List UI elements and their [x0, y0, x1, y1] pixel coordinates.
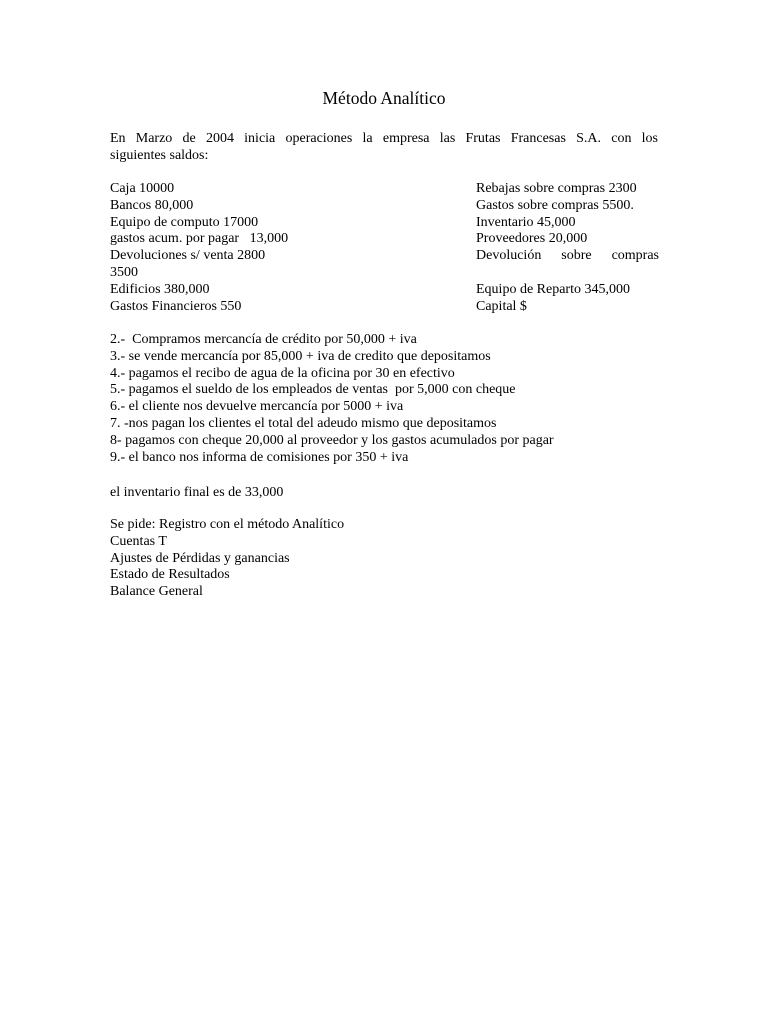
balance-item: Equipo de Reparto 345,000 — [476, 281, 630, 297]
balance-item: Gastos Financieros 550 — [110, 298, 242, 314]
operation-item: 4.- pagamos el recibo de agua de la oficina por 30 en efectivo — [110, 365, 455, 381]
devolucion-word: compras — [611, 248, 659, 264]
requirement-item: Balance General — [110, 584, 203, 600]
balance-item: Bancos 80,000 — [110, 197, 194, 213]
document-title: Método Analítico — [322, 88, 446, 108]
balance-item: Rebajas sobre compras 2300 — [476, 181, 637, 196]
operation-item: 3.- se vende mercancía por 85,000 + iva de credito que depositamos — [110, 348, 491, 364]
operation-item: 6.- el cliente nos devuelve mercancía por 5000 + iva — [110, 399, 404, 415]
balances-left-column — [110, 181, 310, 315]
balances-right-column — [476, 181, 659, 315]
requirement-item: Ajustes de Pérdidas y ganancias — [110, 550, 290, 566]
balance-item: gastos acum. por pagar 13,000 — [110, 231, 289, 247]
operation-item: 8- pagamos con cheque 20,000 al proveedor y los gastos acumulados por pagar — [110, 432, 554, 448]
balance-item: Edificios 380,000 — [110, 281, 210, 297]
balance-item: Gastos sobre compras 5500. — [476, 197, 634, 213]
balance-item: Caja 10000 — [110, 181, 175, 196]
balance-item: Devoluciones s/ venta 2800 — [110, 248, 266, 264]
operation-item: 2.- Compramos mercancía de crédito por 50,000 + iva — [110, 332, 417, 347]
balance-item: Proveedores 20,000 — [476, 231, 588, 247]
intro-line: En Marzo de 2004 inicia operaciones la empresa las Frutas Francesas S.A. con los — [110, 131, 658, 146]
operations-list — [110, 332, 670, 466]
intro-paragraph — [110, 130, 658, 164]
operation-item: 5.- pagamos el sueldo de los empleados de ventas por 5,000 con cheque — [110, 382, 516, 398]
operation-item: 9.- el banco nos informa de comisiones por 350 + iva — [110, 449, 409, 465]
requirements-list — [110, 517, 344, 601]
requirement-item: Se pide: Registro con el método Analítico — [110, 517, 345, 532]
balance-item: Inventario 45,000 — [476, 214, 576, 230]
final-inventory-note: el inventario final es de 33,000 — [110, 485, 284, 500]
intro-line: siguientes saldos: — [110, 148, 209, 163]
requirement-item: Estado de Resultados — [110, 567, 230, 583]
balance-item: Capital $ — [476, 298, 527, 314]
balance-item-continuation: 3500 — [110, 264, 138, 280]
requirement-item: Cuentas T — [110, 533, 167, 549]
devolucion-word: sobre — [561, 248, 592, 264]
balance-item-devolucion — [476, 248, 659, 265]
balance-spacer — [476, 265, 659, 282]
operation-item: 7. -nos pagan los clientes el total del adeudo mismo que depositamos — [110, 415, 497, 431]
balance-item: Equipo de computo 17000 — [110, 214, 259, 230]
devolucion-word: Devolución — [476, 248, 542, 264]
